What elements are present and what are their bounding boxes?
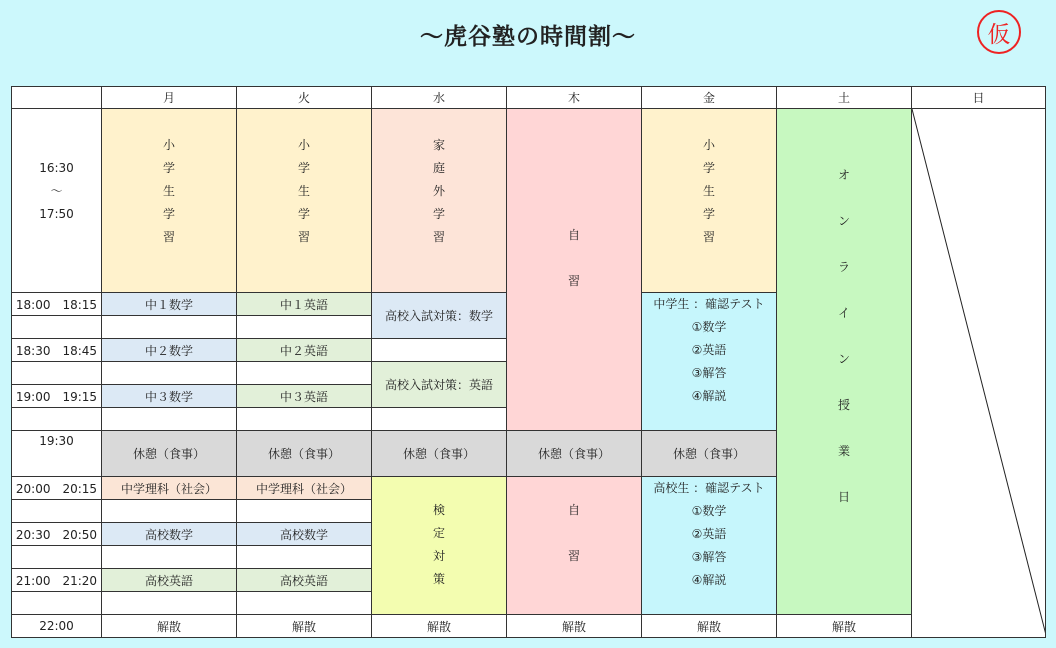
- time-gap-7: [11, 545, 102, 569]
- thu-dismiss: 解散: [506, 614, 642, 638]
- tue-m3-english: 中３英語: [236, 384, 372, 408]
- header-mon: 月: [101, 86, 237, 109]
- mon-elementary-study: 小 学 生 学 習: [101, 108, 237, 293]
- header-sat: 土: [776, 86, 912, 109]
- fri-hs-check-test: 高校生 ：確認テスト ①数学 ②英語 ③解答 ④解説: [641, 476, 777, 615]
- provisional-stamp: 仮: [977, 10, 1021, 54]
- wed-gap-2: [371, 407, 507, 431]
- mon-gap-5: [101, 545, 237, 569]
- time-slot-6: 20:00 20:15: [11, 476, 102, 500]
- header-wed: 水: [371, 86, 507, 109]
- tue-gap-3: [236, 407, 372, 431]
- time-slot-3: 18:30 18:45: [11, 338, 102, 362]
- time-gap-3: [11, 361, 102, 385]
- time-slot-8: 21:00 21:20: [11, 568, 102, 592]
- tue-jhs-science: 中学理科（社会）: [236, 476, 372, 500]
- sat-online-class-day: オ ン ラ イ ン 授 業 日: [776, 108, 912, 615]
- time-slot-7: 20:30 20:50: [11, 522, 102, 546]
- mon-gap-1: [101, 315, 237, 339]
- tue-break: 休憩（食事）: [236, 430, 372, 477]
- tue-gap-4: [236, 499, 372, 523]
- time-gap-6: [11, 499, 102, 523]
- mon-gap-4: [101, 499, 237, 523]
- wed-exam-english: 高校入試対策：英語: [371, 361, 507, 408]
- tue-gap-5: [236, 545, 372, 569]
- time-gap-2: [11, 315, 102, 339]
- wed-exam-math: 高校入試対策：数学: [371, 292, 507, 339]
- diagonal-strike-line: [912, 109, 1046, 638]
- tue-dismiss: 解散: [236, 614, 372, 638]
- mon-gap-2: [101, 361, 237, 385]
- mon-break: 休憩（食事）: [101, 430, 237, 477]
- mon-gap-6: [101, 591, 237, 615]
- mon-m1-math: 中１数学: [101, 292, 237, 316]
- tue-gap-6: [236, 591, 372, 615]
- sun-closed-cell: [911, 108, 1046, 638]
- mon-hs-math: 高校数学: [101, 522, 237, 546]
- wed-home-study: 家 庭 外 学 習: [371, 108, 507, 293]
- tue-m2-english: 中２英語: [236, 338, 372, 362]
- mon-m3-math: 中３数学: [101, 384, 237, 408]
- thu-self-study: 自 習: [506, 108, 642, 431]
- page-title: 〜虎谷塾の時間割〜: [420, 24, 636, 50]
- thu-self-study-2: 自 習: [506, 476, 642, 615]
- tue-hs-math: 高校数学: [236, 522, 372, 546]
- tue-gap-2: [236, 361, 372, 385]
- mon-gap-3: [101, 407, 237, 431]
- wed-gap-1: [371, 338, 507, 362]
- header-thu: 木: [506, 86, 642, 109]
- time-gap-8: [11, 591, 102, 615]
- header-sun: 日: [911, 86, 1046, 109]
- fri-break: 休憩（食事）: [641, 430, 777, 477]
- wed-dismiss: 解散: [371, 614, 507, 638]
- fri-dismiss: 解散: [641, 614, 777, 638]
- tue-elementary-study: 小 学 生 学 習: [236, 108, 372, 293]
- thu-break: 休憩（食事）: [506, 430, 642, 477]
- tue-m1-english: 中１英語: [236, 292, 372, 316]
- tue-gap-1: [236, 315, 372, 339]
- header-tue: 火: [236, 86, 372, 109]
- time-slot-5: 19:30: [11, 430, 102, 477]
- tue-hs-english: 高校英語: [236, 568, 372, 592]
- mon-hs-english: 高校英語: [101, 568, 237, 592]
- time-slot-9: 22:00: [11, 614, 102, 638]
- mon-dismiss: 解散: [101, 614, 237, 638]
- time-slot-1: 16:30 〜 17:50: [11, 108, 102, 293]
- wed-kentei-prep: 検 定 対 策: [371, 476, 507, 615]
- time-slot-2: 18:00 18:15: [11, 292, 102, 316]
- wed-break: 休憩（食事）: [371, 430, 507, 477]
- fri-jhs-check-test: 中学生 ：確認テスト ①数学 ②英語 ③解答 ④解説: [641, 292, 777, 431]
- mon-m2-math: 中２数学: [101, 338, 237, 362]
- time-gap-4: [11, 407, 102, 431]
- sat-dismiss: 解散: [776, 614, 912, 638]
- mon-jhs-science: 中学理科（社会）: [101, 476, 237, 500]
- header-fri: 金: [641, 86, 777, 109]
- fri-elementary-study: 小 学 生 学 習: [641, 108, 777, 293]
- time-slot-4: 19:00 19:15: [11, 384, 102, 408]
- header-corner: [11, 86, 102, 109]
